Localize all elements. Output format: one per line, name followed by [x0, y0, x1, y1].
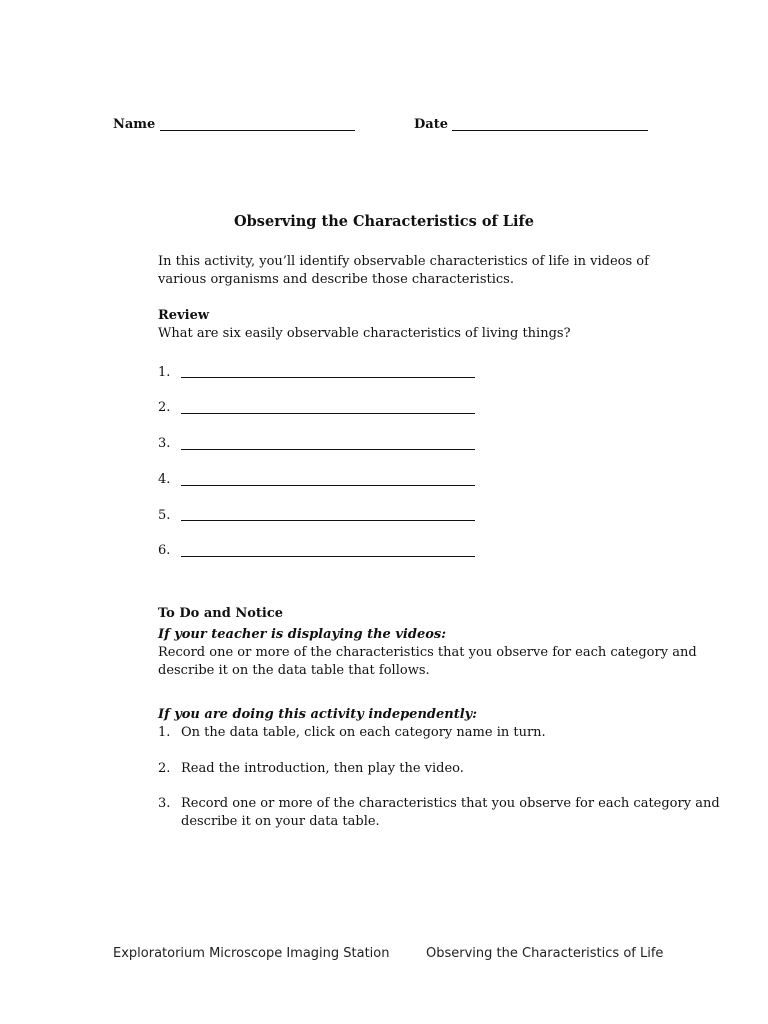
- answer-line-1[interactable]: [181, 377, 475, 378]
- answer-number-3: 3.: [158, 436, 171, 451]
- step-text-3-line-1: Record one or more of the characteristics that you observe for each category and: [181, 796, 720, 811]
- teacher-heading: If your teacher is displaying the videos:: [158, 627, 446, 642]
- name-label: Name: [113, 117, 156, 132]
- date-field-line[interactable]: [452, 130, 648, 131]
- answer-number-4: 4.: [158, 472, 171, 487]
- answer-number-5: 5.: [158, 508, 171, 523]
- review-question: What are six easily observable characteristics of living things?: [158, 326, 571, 341]
- answer-number-6: 6.: [158, 543, 171, 558]
- independent-heading: If you are doing this activity independently:: [158, 707, 478, 722]
- answer-number-2: 2.: [158, 400, 171, 415]
- step-text-2: Read the introduction, then play the video.: [181, 761, 464, 776]
- answer-line-5[interactable]: [181, 520, 475, 521]
- step-number-1: 1.: [158, 725, 171, 740]
- answer-line-3[interactable]: [181, 449, 475, 450]
- answer-number-1: 1.: [158, 365, 171, 380]
- step-number-2: 2.: [158, 761, 171, 776]
- answer-line-4[interactable]: [181, 485, 475, 486]
- teacher-line-2: describe it on the data table that follows.: [158, 663, 430, 678]
- answer-line-6[interactable]: [181, 556, 475, 557]
- page-title: Observing the Characteristics of Life: [234, 213, 534, 230]
- footer-right: Observing the Characteristics of Life: [426, 946, 664, 961]
- todo-heading: To Do and Notice: [158, 606, 284, 621]
- step-text-1: On the data table, click on each category name in turn.: [181, 725, 546, 740]
- review-heading: Review: [158, 308, 210, 323]
- intro-line-1: In this activity, you’ll identify observable characteristics of life in videos of: [158, 254, 649, 269]
- name-field-line[interactable]: [160, 130, 355, 131]
- date-label: Date: [414, 117, 448, 132]
- footer-left: Exploratorium Microscope Imaging Station: [113, 946, 390, 961]
- teacher-line-1: Record one or more of the characteristics that you observe for each category and: [158, 645, 697, 660]
- intro-line-2: various organisms and describe those characteristics.: [158, 272, 514, 287]
- step-text-3-line-2: describe it on your data table.: [181, 814, 380, 829]
- answer-line-2[interactable]: [181, 413, 475, 414]
- step-number-3: 3.: [158, 796, 171, 811]
